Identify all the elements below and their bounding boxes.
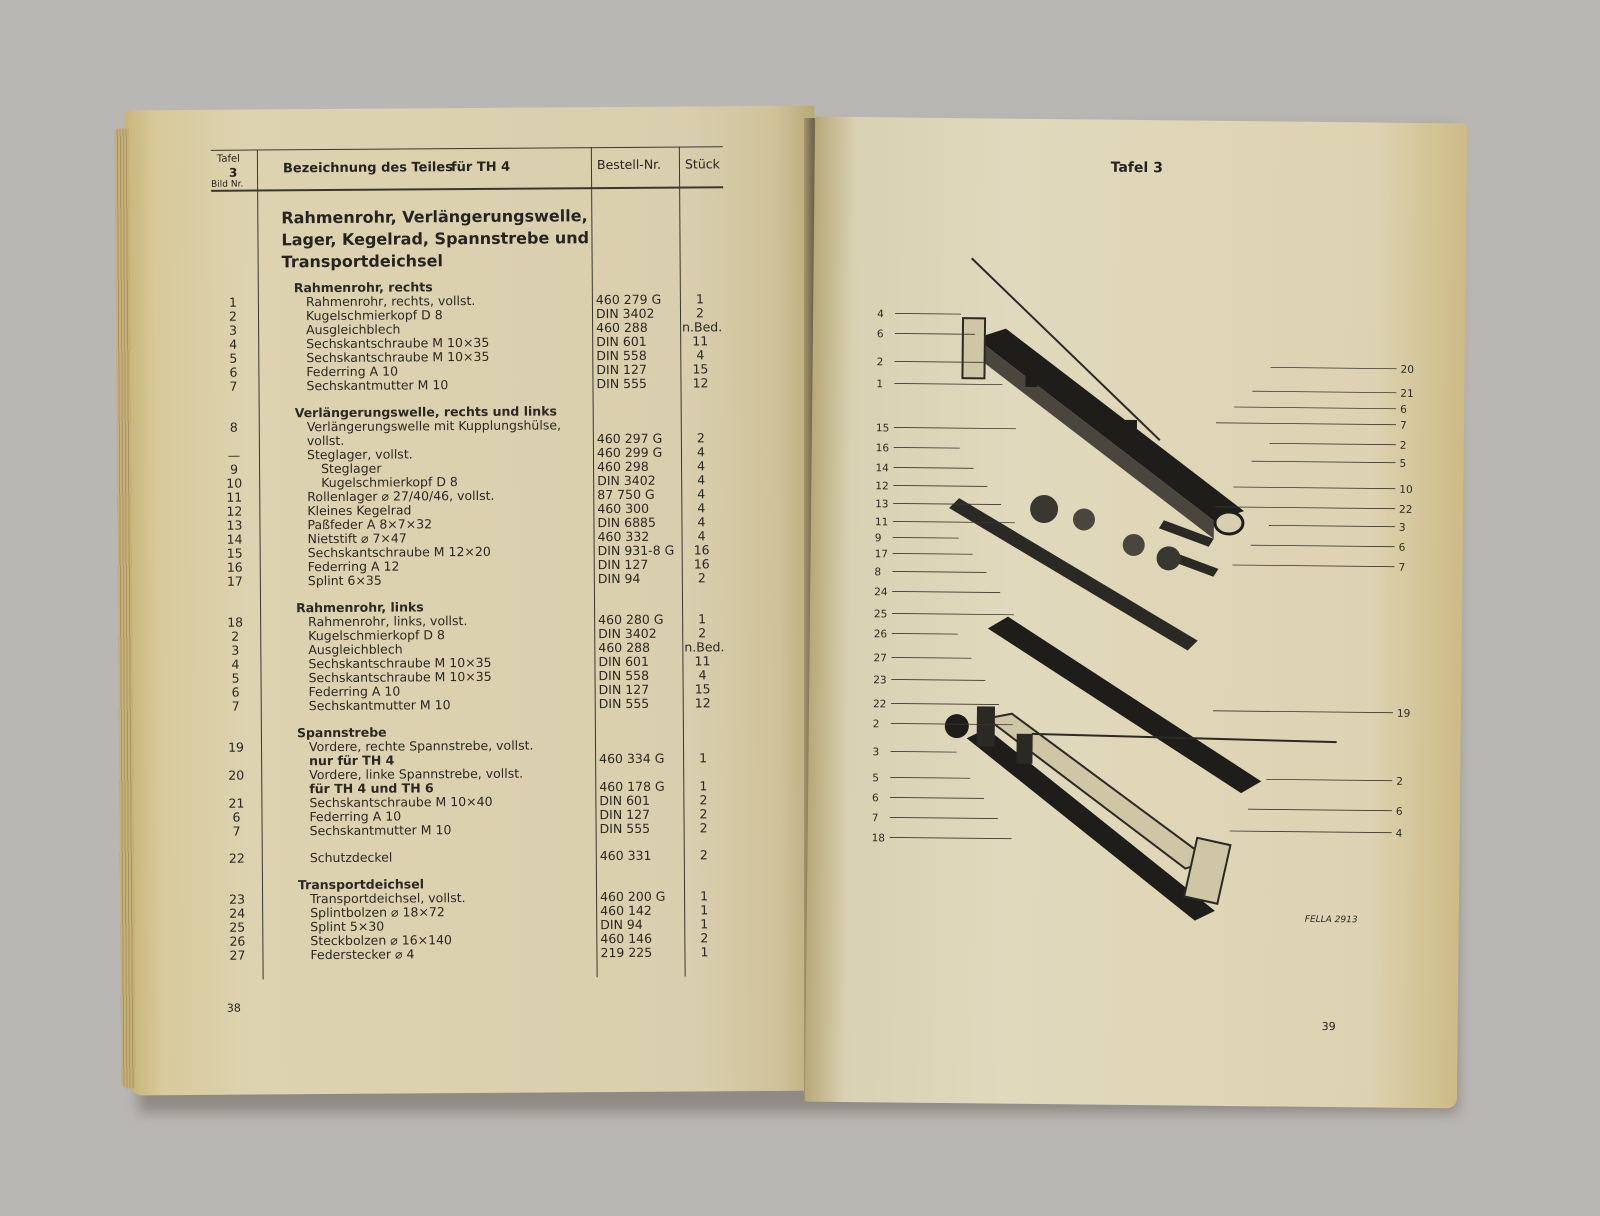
callout-label-left: 8: [874, 566, 882, 579]
header-fuer: für TH 4: [450, 159, 511, 176]
order-number: DIN 601: [596, 333, 647, 350]
callout-label-right: 10: [1399, 483, 1413, 496]
bild-number: 8: [229, 419, 238, 435]
callout-label-left: 6: [871, 792, 879, 805]
part-description: Transportdeichsel, vollst.: [310, 890, 466, 907]
bild-number: 19: [228, 739, 245, 755]
leader-line: [893, 503, 1001, 504]
callout-label-right: 4: [1395, 827, 1403, 840]
part-description: Rahmenrohr, links, vollst.: [308, 613, 468, 630]
quantity: 2: [696, 430, 705, 446]
bild-number: 3: [231, 642, 240, 658]
leader-line: [894, 447, 960, 448]
bild-number: 25: [229, 919, 246, 935]
part-description: Steckbolzen ⌀ 16×140: [310, 932, 452, 949]
bild-number: 16: [226, 559, 243, 575]
part-description: Federring A 10: [308, 683, 401, 700]
bild-number: 20: [228, 767, 245, 783]
quantity: 4: [697, 528, 706, 544]
bild-number: 18: [227, 614, 244, 630]
part-description: Splint 6×35: [307, 572, 382, 589]
tafel-title: Tafel 3: [1110, 159, 1163, 177]
callout-label-right: 2: [1396, 775, 1403, 788]
part-description: Kugelschmierkopf D 8: [305, 307, 443, 324]
order-number: 87 750 G: [597, 486, 655, 503]
column-rule-2: [591, 147, 598, 977]
order-number: 460 280 G: [598, 611, 664, 628]
callout-label-left: 12: [875, 480, 889, 493]
leader-line: [1216, 423, 1396, 425]
header-bottom-rule: [211, 186, 723, 192]
quantity: 1: [695, 291, 704, 307]
order-number: 219 225: [600, 944, 653, 961]
callouts-left: [872, 308, 891, 844]
quantity: 2: [695, 305, 705, 321]
order-number: 460 142: [600, 902, 652, 919]
part-description: für TH 4 und TH 6: [309, 780, 434, 797]
order-number: DIN 127: [597, 556, 649, 573]
order-number: 460 299 G: [596, 444, 663, 461]
fella-mark: FELLA 2913: [1304, 914, 1358, 926]
leader-line: [1233, 487, 1395, 489]
bild-number: 26: [229, 933, 246, 949]
part-description: Vordere, linke Spannstrebe, vollst.: [309, 765, 524, 783]
quantity: 4: [696, 347, 705, 363]
order-number: DIN 127: [596, 361, 647, 378]
subsection-heading: Verlängerungswelle, rechts und links: [294, 403, 557, 421]
order-number: DIN 6885: [597, 514, 656, 531]
open-booklet: [128, 108, 1464, 1108]
order-number: 460 297 G: [596, 430, 663, 447]
leader-line: [890, 817, 998, 818]
quantity: 4: [697, 514, 706, 530]
leader-line: [1213, 711, 1393, 713]
page-number-right: 39: [1321, 1019, 1336, 1034]
callout-label-right: 20: [1400, 363, 1414, 376]
leader-line: [893, 537, 959, 538]
leader-line: [891, 751, 957, 752]
callout-label-left: 23: [873, 674, 887, 687]
leader-line: [1233, 565, 1395, 567]
part-description: Schutzdeckel: [309, 849, 393, 866]
quantity: 4: [698, 667, 707, 683]
part-description: Sechskantschraube M 10×35: [306, 348, 490, 366]
order-number: 460 200 G: [600, 888, 666, 905]
header-bestell: Bestell-Nr.: [596, 156, 662, 173]
subsection-heading: Rahmenrohr, rechts: [293, 279, 433, 296]
quantity: 2: [699, 847, 708, 863]
leader-line: [1266, 779, 1392, 780]
bearing-post-2: [1125, 420, 1137, 448]
part-description: Sechskantschraube M 12×20: [307, 543, 491, 561]
leader-line: [890, 837, 1012, 838]
quantity: 4: [697, 486, 706, 502]
callout-label-right: 22: [1399, 503, 1413, 516]
order-number: DIN 94: [597, 570, 641, 587]
quantity: 2: [698, 625, 707, 641]
bild-number: 10: [226, 475, 243, 491]
quantity: 1: [700, 902, 709, 918]
part-description: Steglager: [321, 460, 382, 477]
bild-number: 5: [229, 350, 238, 366]
part-description: Ausgleichblech: [308, 641, 403, 658]
leader-line: [890, 797, 984, 798]
part-description: Kugelschmierkopf D 8: [308, 627, 445, 644]
bild-number: 6: [229, 364, 238, 380]
order-number: DIN 555: [599, 820, 651, 837]
exploded-parts-diagram: [865, 217, 1433, 943]
subsection-heading: Rahmenrohr, links: [295, 599, 424, 616]
leader-line: [1269, 525, 1395, 526]
callout-label-left: 9: [874, 532, 882, 545]
callout-label-left: 2: [876, 356, 884, 369]
bild-number: 4: [231, 656, 240, 672]
bild-number: 7: [229, 378, 238, 394]
quantity: 16: [693, 556, 710, 572]
part-description: Sechskantmutter M 10: [309, 822, 452, 839]
callout-label-left: 5: [872, 772, 879, 785]
bild-number: 11: [226, 489, 243, 505]
quantity: 2: [699, 806, 708, 822]
callout-label-right: 7: [1399, 419, 1407, 432]
callout-label-left: 25: [873, 608, 888, 621]
quantity: 2: [699, 820, 708, 836]
leader-line: [894, 467, 974, 468]
frame-tube-right-side: [974, 338, 1216, 539]
subsection-heading: Transportdeichsel: [297, 876, 425, 893]
drawbar-post-1: [977, 706, 995, 746]
bild-number: 24: [229, 905, 246, 921]
part-description: Verlängerungswelle mit Kupplungshülse,: [306, 417, 562, 435]
bild-number: —: [227, 447, 241, 463]
bild-number: 7: [232, 823, 241, 839]
bild-number: 6: [231, 684, 240, 700]
bild-number: 4: [229, 336, 238, 352]
leader-line: [1251, 545, 1395, 547]
order-number: DIN 555: [598, 695, 650, 712]
callout-label-left: 17: [874, 548, 889, 561]
leader-line: [1230, 831, 1392, 833]
bild-number: 9: [230, 461, 239, 477]
part-description: Kugelschmierkopf D 8: [321, 474, 458, 491]
header-stueck: Stück: [684, 156, 720, 172]
protective-cap: [945, 714, 969, 738]
leader-line: [890, 777, 970, 778]
part-description: Rahmenrohr, rechts, vollst.: [305, 292, 476, 310]
callout-label-right: 3: [1398, 521, 1406, 534]
part-description: Federring A 10: [306, 363, 399, 380]
part-description: Splintbolzen ⌀ 18×72: [310, 904, 445, 921]
quantity: 2: [697, 570, 706, 586]
part-description: Sechskantschraube M 10×35: [308, 668, 492, 686]
quantity: 12: [694, 695, 711, 711]
bevel-gear: [1030, 495, 1058, 523]
callout-label-right: 5: [1399, 457, 1407, 470]
bild-number: 22: [228, 850, 245, 866]
order-number: 460 288: [596, 319, 648, 336]
leader-line: [893, 485, 987, 486]
bild-number: 3: [229, 322, 238, 338]
bild-label: Bild Nr.: [211, 179, 244, 190]
callout-label-left: 2: [872, 718, 880, 731]
tube-end: [1215, 512, 1243, 534]
order-number: 460 178 G: [599, 778, 665, 795]
callout-label-right: 7: [1398, 561, 1406, 574]
part-description: Ausgleichblech: [306, 321, 401, 338]
tafel-number: 3: [228, 165, 238, 180]
page-edge-stack: [115, 128, 136, 1088]
quantity: 2: [700, 930, 709, 946]
callout-label-left: 13: [875, 498, 889, 511]
quantity: 4: [696, 444, 705, 460]
callouts-right: [1396, 364, 1414, 840]
callout-label-left: 11: [874, 516, 889, 529]
leader-line: [895, 313, 961, 314]
callout-label-right: 21: [1400, 387, 1414, 400]
leader-line: [1215, 507, 1395, 509]
part-description: Splint 5×30: [310, 918, 385, 935]
bild-number: 15: [226, 545, 243, 561]
callout-label-right: 6: [1400, 403, 1407, 416]
bild-number: 2: [228, 308, 238, 324]
section-title-line-1: Rahmenrohr, Verlängerungswelle,: [281, 206, 588, 228]
callout-label-right: 2: [1399, 439, 1407, 452]
leader-line: [894, 383, 1002, 384]
leader-line: [1234, 407, 1396, 409]
part-description: Steglager, vollst.: [306, 446, 413, 463]
leader-line: [894, 427, 1016, 428]
quantity: 12: [692, 375, 709, 391]
quantity: n.Bed.: [684, 639, 725, 655]
transport-drawbar: [965, 728, 1217, 921]
bearing-post-1: [1025, 359, 1037, 387]
part-description: Vordere, rechte Spannstrebe, vollst.: [308, 737, 534, 755]
callout-label-left: 27: [873, 652, 887, 665]
callout-label-left: 18: [871, 832, 886, 845]
part-description: Sechskantschraube M 10×40: [309, 793, 493, 811]
order-number: DIN 127: [598, 681, 650, 698]
bild-number: 7: [231, 698, 240, 714]
quantity: 4: [697, 458, 706, 474]
order-number: DIN 601: [599, 792, 650, 809]
order-number: 460 331: [599, 847, 652, 864]
order-number: DIN 94: [600, 916, 643, 933]
leader-line: [893, 553, 973, 554]
quantity: n.Bed.: [682, 319, 723, 335]
order-number: DIN 127: [599, 806, 651, 823]
order-number: 460 288: [598, 639, 651, 656]
callout-label-left: 6: [876, 328, 884, 341]
part-description: Federring A 12: [307, 558, 400, 575]
right-page: [805, 117, 1467, 1109]
leader-line: [891, 679, 985, 680]
bild-number: 17: [226, 573, 243, 589]
bild-number: 6: [232, 809, 241, 825]
leader-line: [892, 571, 986, 572]
callout-label-left: 4: [877, 308, 884, 321]
callout-label-left: 24: [874, 586, 888, 599]
frame-tube-right: [974, 328, 1246, 521]
quantity: 4: [697, 500, 706, 516]
part-description: Sechskantschraube M 10×35: [308, 654, 492, 672]
header-top-rule: [211, 146, 723, 151]
quantity: 1: [700, 944, 709, 960]
part-description: Sechskantmutter M 10: [308, 697, 451, 714]
callout-label-left: 7: [871, 812, 879, 825]
part-description: Paßfeder A 8×7×32: [307, 516, 433, 533]
column-rule-1: [257, 149, 264, 979]
callout-label-right: 6: [1395, 805, 1403, 818]
callout-label-left: 26: [873, 628, 888, 641]
quantity: 11: [692, 333, 709, 349]
order-number: 460 146: [600, 930, 653, 947]
quantity: 16: [693, 542, 710, 558]
part-description: nur für TH 4: [309, 752, 395, 769]
callout-label-left: 3: [872, 746, 880, 759]
order-number: DIN 558: [598, 667, 650, 684]
order-number: DIN 3402: [598, 625, 657, 642]
bild-number: 21: [228, 795, 245, 811]
order-number: DIN 931-8 G: [597, 542, 675, 559]
leader-line: [892, 613, 1014, 614]
header-bezeichnung: Bezeichnung des Teiles: [282, 160, 453, 177]
callout-leaders-right: [1212, 367, 1397, 833]
bild-number: 2: [231, 628, 240, 644]
leader-line: [892, 591, 1000, 592]
order-number: 460 332: [597, 528, 650, 545]
tafel-label: Tafel: [216, 153, 240, 165]
order-number: DIN 3402: [597, 472, 656, 489]
leader-line: [892, 657, 972, 658]
callout-label-left: 15: [875, 422, 890, 435]
callout-label-right: 6: [1398, 541, 1406, 554]
part-description: Kleines Kegelrad: [307, 502, 412, 519]
bild-number: 27: [229, 947, 246, 963]
leader-line: [1270, 443, 1396, 444]
part-description: Sechskantschraube M 10×35: [306, 334, 490, 352]
order-number: DIN 558: [596, 347, 647, 364]
order-number: 460 334 G: [599, 750, 665, 767]
flange-plate: [962, 318, 985, 378]
leader-line: [891, 703, 999, 704]
order-number: 460 300: [597, 500, 650, 517]
order-number: DIN 555: [596, 375, 648, 392]
callout-label-left: 16: [875, 442, 890, 455]
leader-line: [1252, 461, 1396, 463]
subsection-heading: Spannstrebe: [296, 724, 387, 741]
roller-bearing-1: [1073, 508, 1095, 530]
order-number: DIN 601: [598, 653, 649, 670]
callout-label-left: 1: [876, 378, 884, 391]
order-number: 460 279 G: [595, 291, 662, 308]
bild-number: 12: [226, 503, 243, 519]
quantity: 1: [699, 778, 708, 794]
left-page: [125, 106, 822, 1096]
quantity: 4: [697, 472, 706, 488]
order-number: DIN 3402: [595, 305, 655, 322]
part-description: vollst.: [306, 432, 345, 449]
order-number: 460 298: [597, 458, 649, 475]
bild-number: 14: [226, 531, 243, 547]
part-description: Rollenlager ⌀ 27/40/46, vollst.: [307, 487, 495, 505]
bild-number: 13: [226, 517, 243, 533]
page-number-left: 38: [226, 1001, 241, 1015]
quantity: 2: [699, 792, 708, 808]
bevel-gear-2: [1156, 546, 1180, 570]
callout-label-right: 19: [1396, 707, 1411, 720]
section-title-line-3: Transportdeichsel: [281, 251, 443, 272]
quantity: 1: [699, 750, 708, 766]
quantity: 15: [692, 361, 709, 377]
roller-bearing-2: [1123, 534, 1145, 556]
leader-line: [892, 633, 958, 634]
part-description: Federstecker ⌀ 4: [310, 946, 415, 963]
section-title-line-2: Lager, Kegelrad, Spannstrebe und: [281, 228, 590, 250]
part-description: Federring A 10: [309, 808, 402, 825]
callout-label-left: 22: [872, 698, 887, 711]
quantity: 1: [698, 611, 707, 627]
quantity: 11: [694, 653, 711, 669]
leader-line: [1271, 367, 1397, 368]
bild-number: 23: [229, 891, 246, 907]
bild-number: 1: [228, 294, 237, 310]
bild-number: 5: [231, 670, 240, 686]
callout-label-left: 14: [875, 462, 889, 475]
leader-line: [1248, 809, 1392, 811]
part-description: Nietstift ⌀ 7×47: [307, 530, 407, 547]
quantity: 1: [700, 916, 709, 932]
drawbar-post-2: [1016, 734, 1032, 764]
quantity: 1: [700, 888, 709, 904]
part-description: Sechskantmutter M 10: [306, 377, 449, 394]
quantity: 15: [694, 681, 711, 697]
leader-line: [1252, 391, 1396, 393]
